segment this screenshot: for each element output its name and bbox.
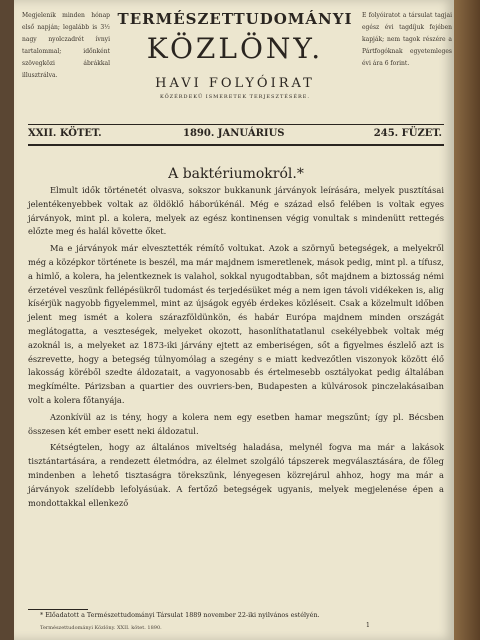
- paragraph-3: Azonkívül az is tény, hogy a kolera nem egy esetben hamar megszűnt; így pl. Bécsben összesen két ember esett neki áldozatul.: [28, 411, 444, 436]
- issue-date: 1890. JANUÁRIUS: [183, 128, 285, 139]
- masthead-main: KÖZLÖNY.: [146, 32, 324, 65]
- paragraph-1: Elmult idők történetét olvasva, sokszor bukkanunk járványok leírására, melyek pusztításai jelentékenyebbek voltak az öldöklő háborúkénál. Még e század első felében is voltak egyes járványok, mint pl. a kolera, melyek az egész kontinensen végig vonultak s mindenütt rettegés előzte meg és halál követte őket.: [28, 185, 444, 237]
- page-edge: [454, 0, 480, 640]
- issue-number: 245. FÜZET.: [373, 128, 442, 139]
- bottom-rule: [28, 144, 444, 146]
- paragraph-2: Ma e járványok már elvesztették rémítő voltukat. Azok a szörnyű betegségek, a melyekről még a középkor története is beszél, ma már majdnem ismeretlenek, mások pedig, mint pl. a tífusz, a himlő, a kolera, ha jelentkeznek is valahol, sokkal nyugodtabban, sőt majdnem a biztosság némi érzetével veszünk fellépésükről tudomást és terjedésüket még a nem igen távoli vidékeken is, alig kísérjük nagyobb figyelemmel, mint az újságok egyéb érdekes közléseit. Csak a közelmult időben jelent meg ismét a kolera szárazföldünkön, és habár Európa majdnem minden országát meglátogatta, a veszteségek, melyeket okozott, hasonlíthatatlanul csekélyebbek voltak még azoknál is, a melyeket az 1873-iki járvány ejtett az emberiségen, sőt a figyelmes észlelő azt is észrevette, hogy a betegség túlnyomólag a szegény s e miatt kedvezőtlen viszonyok között élő lakosság köréből szedte áldozatait, a vagyonosabb és értelmesebb osztályokat pedig általában megkímélte. Párizsban a quartier des ouvriers-ben, Budapesten a külvárosok pinczelakásaiban volt a kolera főtanyája.: [28, 243, 444, 405]
- page-number: 1: [366, 622, 370, 629]
- article-title: A baktériumokról.*: [168, 166, 304, 182]
- side-note-right: E folyóiratot a társulat tagjai egész évi tagdíjuk fejében kapják; nem tagok részére a Pártfogóknak egyetemleges évi ára 6 forint.: [362, 12, 452, 67]
- masthead-subtitle: HAVI FOLYÓIRAT: [155, 76, 315, 91]
- printer-line: Természettudományi Közlöny. XXII. kötet. 1890.: [40, 625, 162, 631]
- watermark-logo: [0, 618, 480, 640]
- issue-info-row: [28, 124, 444, 142]
- masthead-subtitle-small: KÖZÉRDEKŰ ISMERETEK TERJESZTÉSÉRE.: [159, 94, 311, 100]
- article-body: [28, 184, 444, 510]
- footnote: * Előadatott a Természettudományi Társulat 1889 november 22-iki nyilvános estélyén.: [40, 611, 320, 619]
- book-spine: [0, 0, 14, 640]
- footnote-rule: [28, 609, 88, 610]
- paragraph-4: Kétségtelen, hogy az általános miveltség haladása, melynél fogva ma már a lakások tisztántartására, a rendezett életmódra, az élelmet szolgáló tápszerek megválasztására, de főleg mindenben a lehető tisztaságra törekszünk, lényegesen közrejárul ahhoz, hogy ma már a járványok szelídebb lefolyásúak. A fertőző betegségek ugyanis, melyek megjelenése épen a mondottakkal ellenkező: [28, 442, 444, 508]
- masthead-title: TERMÉSZETTUDOMÁNYI: [117, 10, 353, 28]
- side-note-left: Megjelenik minden hónap első napján; legalább is 3½ nagy nyolczadrét ívnyi tartalommal; időnként szövegközi ábrákkal illusztrálva.: [22, 12, 110, 79]
- issue-volume: XXII. KÖTET.: [28, 128, 102, 139]
